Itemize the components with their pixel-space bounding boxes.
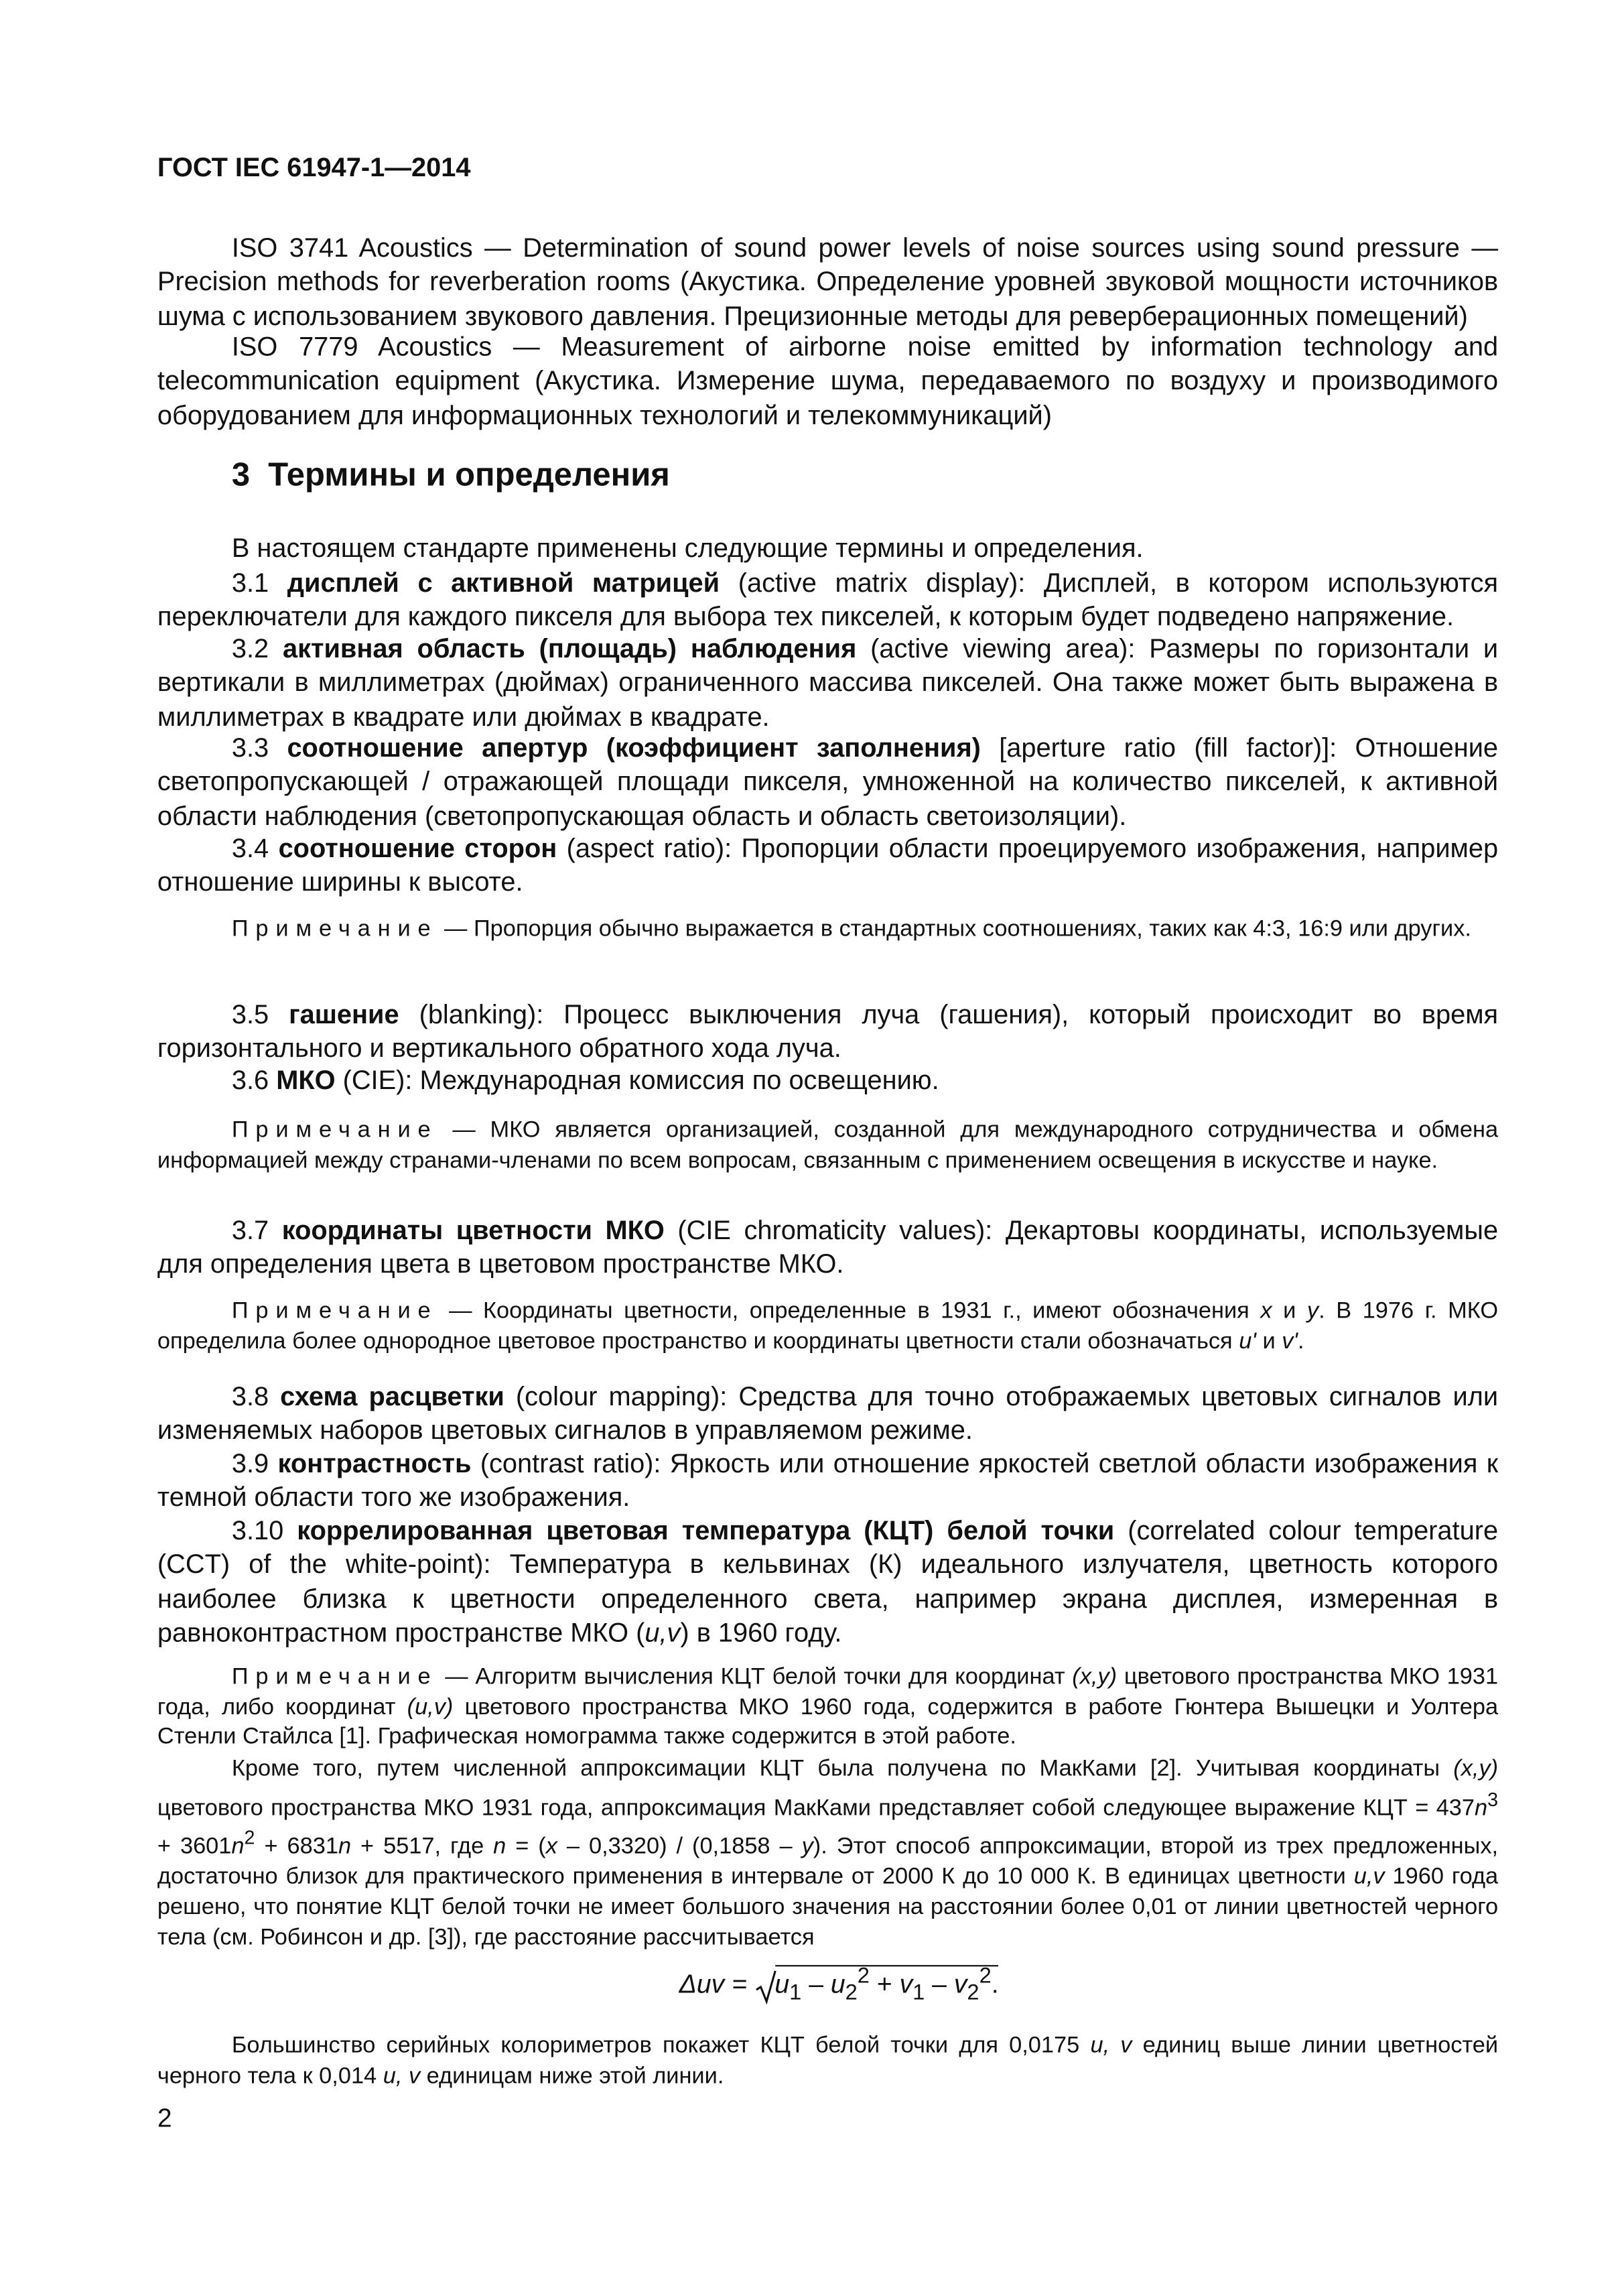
term-name: гашение bbox=[289, 999, 399, 1029]
note-dash: — bbox=[437, 1665, 476, 1690]
formula-lhs: Δuv = bbox=[679, 1969, 748, 1999]
note-var: (x,y) bbox=[1453, 1757, 1499, 1782]
note-text: ). Этот способ аппроксимации, второй из трех предложенных, достаточно близок для практического применения в интервале от 2000 К до 10 000 К. В единицах цветности bbox=[157, 1834, 1499, 1890]
term-number: 3.1 bbox=[231, 567, 287, 598]
note-var: n bbox=[231, 1834, 245, 1860]
term-name: соотношение сторон bbox=[278, 832, 557, 863]
note-label: Примечание bbox=[231, 917, 438, 942]
term-number: 3.10 bbox=[231, 1515, 297, 1545]
term-3-4 bbox=[157, 831, 1498, 899]
page-number: 2 bbox=[157, 2103, 172, 2133]
note-text: + 3601 bbox=[157, 1834, 232, 1860]
term-definition: (active matrix display): Дисплей, в котором используются переключатели для каждого пикселя для выбора тех пикселей, к которым будет подведено напряжение. bbox=[157, 567, 1499, 632]
term-definition: (active viewing area): Размеры по горизонтали и вертикали в миллиметрах (дюймах) ограниченного массива пикселей. Она также может быть выражена в миллиметрах в квадрате или дюймах в квадрате. bbox=[157, 633, 1499, 732]
term-name: дисплей с активной матрицей bbox=[287, 567, 720, 598]
term-var: u,v bbox=[645, 1616, 681, 1648]
note-3-7 bbox=[157, 1297, 1498, 1358]
note-dash: — bbox=[437, 917, 474, 942]
term-name: координаты цветности МКО bbox=[281, 1214, 665, 1245]
term-3-2 bbox=[157, 631, 1498, 734]
formula-sub: 1 bbox=[789, 1980, 802, 2006]
term-name: соотношение апертур (коэффициент заполнения) bbox=[287, 731, 981, 763]
term-3-10 bbox=[157, 1513, 1498, 1650]
note-text: и bbox=[1256, 1328, 1282, 1354]
note-sup: 3 bbox=[1487, 1788, 1499, 1810]
note-text: цветового пространства МКО 1960 года, содержится в работе Гюнтера Вышецки и Уолтера Стенли Стайлса [1]. Графическая номограмма также содержится в этой работе. bbox=[157, 1694, 1499, 1750]
note-dash: — bbox=[437, 1299, 484, 1324]
formula-sup: 2 bbox=[979, 1963, 992, 1988]
term-number: 3.4 bbox=[231, 832, 279, 863]
term-3-6 bbox=[157, 1063, 1498, 1097]
formula-sub: 1 bbox=[913, 1980, 925, 2006]
formula-sym: – bbox=[801, 1969, 831, 1999]
term-name: МКО bbox=[276, 1064, 336, 1095]
note-text: Алгоритм вычисления КЦТ белой точки для координат bbox=[475, 1665, 1073, 1690]
note-text: Кроме того, путем численной аппроксимации КЦТ была получена по МакКами [2]. Учитывая координаты bbox=[231, 1757, 1454, 1782]
note-text: Пропорция обычно выражается в стандартных соотношениях, таких как 4:3, 16:9 или других. bbox=[473, 917, 1471, 942]
note-text: . В 1976 г. МКО определила более однородное цветовое пространство и координаты цветности стали обозначаться bbox=[157, 1299, 1499, 1354]
radical-icon bbox=[754, 1970, 778, 2004]
note-text: цветового пространства МКО 1931 года, либо координат bbox=[157, 1665, 1499, 1720]
term-number: 3.7 bbox=[231, 1214, 282, 1245]
note-var: (u,v) bbox=[407, 1694, 454, 1720]
formula-sym: u bbox=[774, 1969, 790, 1999]
term-3-7 bbox=[157, 1213, 1498, 1281]
formula-sym: u bbox=[830, 1969, 846, 1999]
note-text: + 6831 bbox=[255, 1834, 338, 1860]
note-var: v' bbox=[1282, 1328, 1298, 1354]
note-text: – 0,3320) / (0,1858 – bbox=[557, 1834, 802, 1860]
formula-sym: v bbox=[899, 1969, 913, 1999]
reference-iso-7779: ISO 7779 Acoustics — Measurement of airborne noise emitted by information technology and telecommunication equipment (Акустика. Измерение шума, передаваемого по воздуху и производимого оборудованием для информационных технологий и телекоммуникаций) bbox=[157, 330, 1499, 430]
term-name: активная область (площадь) наблюдения bbox=[282, 633, 857, 663]
note-3-6 bbox=[157, 1117, 1498, 1177]
final-var: u, v bbox=[1090, 2033, 1132, 2059]
term-3-1 bbox=[157, 566, 1498, 634]
final-var: u, v bbox=[383, 2063, 421, 2089]
term-definition: (correlated colour temperature (CCT) of the white-point): Температура в кельвинах (К) идеального излучателя, цветность которого наиболее близка к цветности определенного света, например экрана дисплея, измеренная в равноконтрастном пространстве МКО ( bbox=[157, 1515, 1499, 1648]
reference-iso-3741: ISO 3741 Acoustics — Determination of sound power levels of noise sources using sound pressure — Precision methods for reverberation rooms (Акустика. Определение уровней звуковой мощности источников шума с использованием звукового давления. Прецизионные методы для реверберационных помещений) bbox=[157, 231, 1499, 331]
note-var: n bbox=[338, 1834, 352, 1860]
term-number: 3.8 bbox=[231, 1380, 281, 1411]
note-var: u' bbox=[1239, 1328, 1256, 1354]
term-definition: (CIE): Международная комиссия по освещению. bbox=[335, 1064, 939, 1095]
note-var: n bbox=[493, 1834, 506, 1860]
term-3-3 bbox=[157, 730, 1498, 833]
term-definition: (blanking): Процесс выключения луча (гашения), который происходит во время горизонтального и вертикального обратного хода луча. bbox=[157, 999, 1499, 1064]
note-sup: 2 bbox=[244, 1827, 255, 1850]
final-text: единиц выше линии цветностей черного тела к 0,014 bbox=[157, 2033, 1499, 2089]
term-3-8 bbox=[157, 1379, 1498, 1448]
term-definition: (CIE chromaticity values): Декартовы координаты, используемые для определения цвета в цветовом пространстве МКО. bbox=[157, 1214, 1499, 1279]
term-name: схема расцветки bbox=[280, 1380, 504, 1411]
note-text: + 5517, где bbox=[351, 1834, 494, 1860]
section-intro: В настоящем стандарте применены следующие термины и определения. bbox=[231, 531, 1144, 563]
final-paragraph bbox=[157, 2032, 1498, 2092]
term-name: контрастность bbox=[277, 1447, 472, 1478]
note-var: x bbox=[545, 1834, 557, 1860]
note-var: (x,y) bbox=[1072, 1665, 1118, 1690]
term-3-5 bbox=[157, 997, 1498, 1066]
note-label: Примечание bbox=[231, 1299, 438, 1324]
final-text: Большинство серийных колориметров покажет КЦТ белой точки для 0,0175 bbox=[231, 2033, 1091, 2059]
term-number: 3.9 bbox=[231, 1447, 278, 1478]
term-definition: (contrast ratio): Яркость или отношение яркостей светлой области изображения к темной области того же изображения. bbox=[157, 1447, 1499, 1513]
term-number: 3.2 bbox=[231, 633, 283, 663]
term-number: 3.3 bbox=[231, 731, 287, 763]
note-text: цветового пространства МКО 1931 года, аппроксимация МакКами представляет собой следующее выражение КЦТ = 437 bbox=[157, 1795, 1475, 1821]
formula-sub: 2 bbox=[967, 1980, 979, 2006]
note-var: x bbox=[1260, 1299, 1272, 1324]
note-dash: — bbox=[437, 1118, 490, 1143]
term-definition: (aspect ratio): Пропорции области проецируемого изображения, например отношение ширины к высоте. bbox=[157, 832, 1499, 897]
note-var: y bbox=[801, 1834, 813, 1860]
term-definition: [aperture ratio (fill factor)]: Отношение светопропускающей / отражающей площади пикселя, умноженной на количество пикселей, к активной области наблюдения (светопропускающая область и область светоизоляции). bbox=[157, 731, 1499, 831]
note-text: 1960 года решено, что понятие КЦТ белой точки не имеет большого значения на расстоянии более 0,01 от линии цветностей черного тела (см. Робинсон и др. [3]), где расстояние рассчитывается bbox=[157, 1864, 1499, 1950]
note-3-10 bbox=[157, 1663, 1498, 1753]
note-label: Примечание bbox=[231, 1665, 438, 1690]
formula bbox=[679, 1965, 1029, 2006]
formula-sym: + bbox=[869, 1969, 900, 1999]
note-text: . bbox=[1297, 1328, 1304, 1354]
term-3-9 bbox=[157, 1446, 1498, 1515]
note-var: u,v bbox=[1353, 1864, 1385, 1890]
formula-sub: 2 bbox=[845, 1980, 858, 2006]
note-text: Координаты цветности, определенные в 1931 г., имеют обозначения bbox=[483, 1299, 1261, 1324]
formula-sym: – bbox=[925, 1969, 954, 1999]
note-text: МКО является организацией, созданной для международного сотрудничества и обмена информацией между странами-членами по всем вопросам, связанным с применением освещения в искусстве и науке. bbox=[157, 1118, 1499, 1173]
term-number: 3.5 bbox=[231, 999, 289, 1029]
note-text: и bbox=[1272, 1299, 1307, 1324]
section-heading: 3 Термины и определения bbox=[231, 456, 670, 493]
formula-sym: . bbox=[991, 1969, 999, 1999]
note-var: n bbox=[1475, 1795, 1488, 1821]
term-name: коррелированная цветовая температура (КЦТ) белой точки bbox=[297, 1515, 1115, 1545]
formula-sym: v bbox=[953, 1969, 967, 1999]
formula-sup: 2 bbox=[857, 1963, 870, 1988]
document-header: ГОСТ IEC 61947-1—2014 bbox=[157, 151, 471, 182]
note-var: y bbox=[1306, 1299, 1319, 1324]
term-definition: (colour mapping): Средства для точно отображаемых цветовых сигналов или изменяемых наборов цветовых сигналов в управляемом режиме. bbox=[157, 1380, 1499, 1446]
final-text: единицам ниже этой линии. bbox=[420, 2063, 724, 2089]
radicand bbox=[774, 1963, 999, 2006]
term-definition-end: ) в 1960 году. bbox=[680, 1616, 842, 1648]
note-3-4 bbox=[157, 915, 1498, 946]
note-text: = ( bbox=[506, 1834, 546, 1860]
note-label: Примечание bbox=[231, 1118, 438, 1143]
approximation-paragraph bbox=[157, 1755, 1498, 1954]
term-number: 3.6 bbox=[231, 1064, 277, 1095]
